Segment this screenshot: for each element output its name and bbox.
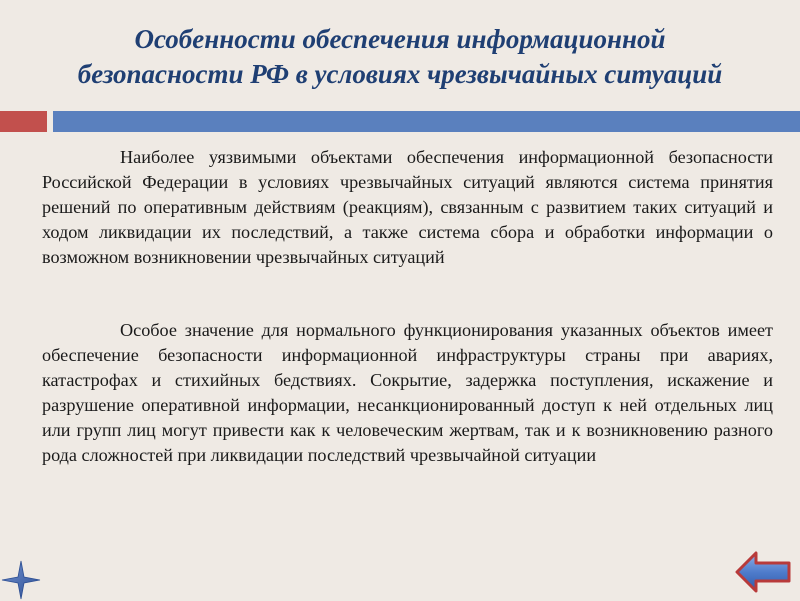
back-button[interactable] (734, 550, 792, 594)
slide-title-line-1: Особенности обеспечения информационной (134, 24, 666, 54)
title-rule-blue-segment (53, 111, 800, 132)
slide-body (42, 145, 773, 468)
slide-title (20, 22, 780, 92)
slide-title-line-2: безопасности РФ в условиях чрезвычайных ситуаций (77, 59, 723, 89)
compass-star-icon (0, 559, 42, 601)
body-paragraph-1: Наиболее уязвимыми объектами обеспечения информационной безопасности Российской Федерации в условиях чрезвычайных ситуаций являются система принятия решений по оперативным действиям (реакциям), связанным с развитием таких ситуаций и ходом ликвидации их последствий, а также система сбора и обработки информации о возможном возникновении чрезвычайных ситуаций (42, 147, 773, 267)
title-rule-red-segment (0, 111, 47, 132)
body-paragraph-2: Особое значение для нормального функционирования указанных объектов имеет обеспечение безопасности информационной инфраструктуры страны при авариях, катастрофах и стихийных бедствиях. Сокрытие, задержка поступления, искажение и разрушение оперативной информации, несанкционированный доступ к ней отдельных лиц или групп лиц могут привести как к человеческим жертвам, так и к возникновению разного рода сложностей при ликвидации последствий чрезвычайной ситуации (42, 320, 773, 465)
back-arrow-icon (737, 553, 789, 591)
